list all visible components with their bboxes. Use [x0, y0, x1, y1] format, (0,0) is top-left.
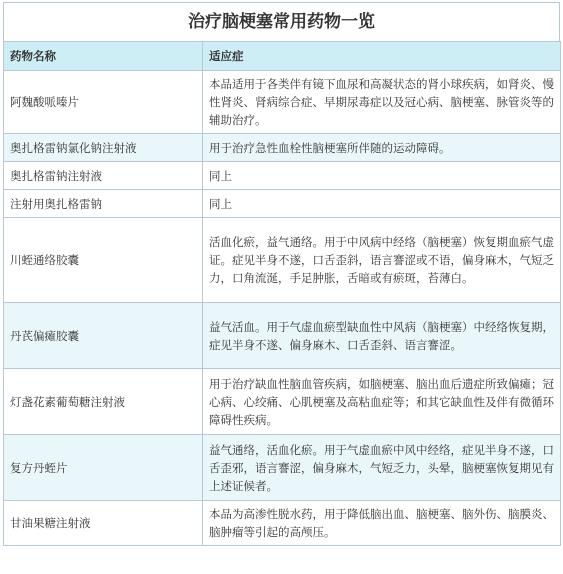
drug-table: [3, 41, 561, 546]
table-row: [4, 501, 561, 546]
indication-cell: 益气通络，活血化瘀。用于气虚血瘀中风中经络，症见半身不遂，口舌歪邪，语言謇涩，偏身麻木，气短乏力，头晕，脑梗塞恢复期见有上述证候者。: [203, 435, 561, 501]
indication-cell: 益气活血。用于气虚血瘀型缺血性中风病（脑梗塞）中经络恢复期，症见半身不遂、偏身麻木、口舌歪斜、语言謇涩。: [203, 303, 561, 369]
drug-name-cell: 丹芪偏瘫胶囊: [4, 303, 203, 369]
drug-name-cell: 灯盏花素葡萄糖注射液: [4, 369, 203, 435]
table-row: [4, 435, 561, 501]
table-row: [4, 190, 561, 218]
drug-table-container: [3, 2, 560, 546]
table-row: [4, 71, 561, 134]
table-header-row: [4, 42, 561, 71]
drug-name-cell: 阿魏酸哌嗪片: [4, 71, 203, 134]
drug-name-cell: 复方丹蛭片: [4, 435, 203, 501]
table-row: [4, 369, 561, 435]
indication-cell: 本品为高渗性脱水药，用于降低脑出血、脑梗塞、脑外伤、脑膜炎、脑肿瘤等引起的高颅压。: [203, 501, 561, 546]
table-row: [4, 162, 561, 190]
table-row: [4, 218, 561, 303]
table-row: [4, 303, 561, 369]
indication-cell: 本品适用于各类伴有镜下血尿和高凝状态的肾小球疾病，如肾炎、慢性肾炎、肾病综合症、早期尿毒症以及冠心病、脑梗塞、脉管炎等的辅助治疗。: [203, 71, 561, 134]
page-title: 治疗脑梗塞常用药物一览: [3, 2, 560, 41]
indication-cell: 同上: [203, 190, 561, 218]
column-header-drug-name: 药物名称: [4, 42, 203, 71]
column-header-indication: 适应症: [203, 42, 561, 71]
drug-name-cell: 川蛭通络胶囊: [4, 218, 203, 303]
drug-name-cell: 甘油果糖注射液: [4, 501, 203, 546]
drug-name-cell: 奥扎格雷钠注射液: [4, 162, 203, 190]
drug-name-cell: 注射用奥扎格雷钠: [4, 190, 203, 218]
indication-cell: 用于治疗缺血性脑血管疾病，如脑梗塞、脑出血后遗症所致偏瘫；冠心病、心绞痛、心肌梗塞及高粘血症等；和其它缺血性及伴有微循环障碍性疾病。: [203, 369, 561, 435]
drug-name-cell: 奥扎格雷钠氯化钠注射液: [4, 134, 203, 162]
indication-cell: 用于治疗急性血栓性脑梗塞所伴随的运动障碍。: [203, 134, 561, 162]
table-row: [4, 134, 561, 162]
indication-cell: 同上: [203, 162, 561, 190]
indication-cell: 活血化瘀，益气通络。用于中风病中经络（脑梗塞）恢复期血瘀气虚证。症见半身不遂，口舌歪斜，语言謇涩或不语，偏身麻木，气短乏力，口角流涎，手足肿胀，舌暗或有瘀斑，苔薄白。: [203, 218, 561, 303]
